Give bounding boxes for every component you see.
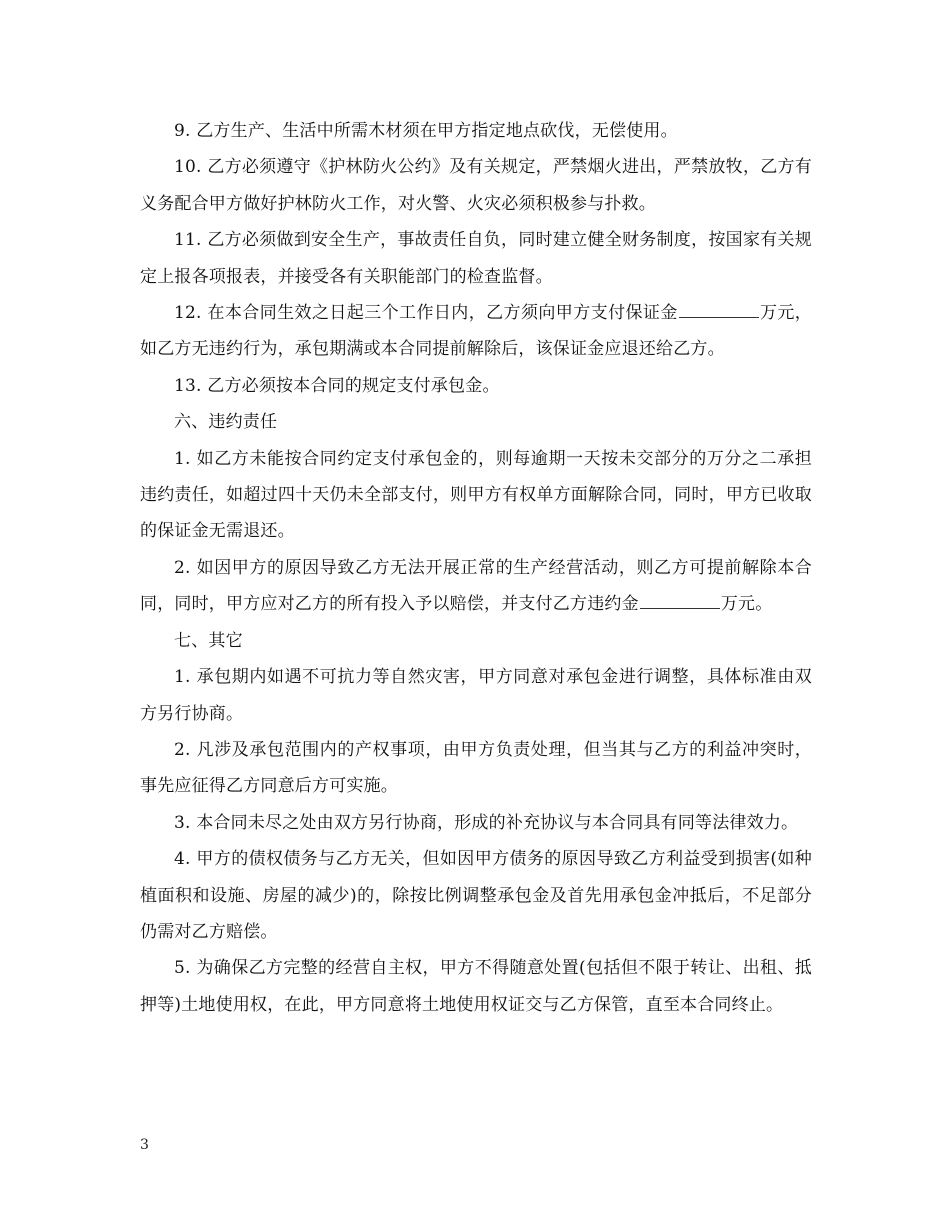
clause-12 bbox=[140, 295, 812, 368]
section-heading-other bbox=[140, 623, 812, 659]
clause-9 bbox=[140, 113, 812, 149]
clause-13 bbox=[140, 368, 812, 404]
clause-text: 10. 乙方必须遵守《护林防火公约》及有关规定，严禁烟火进出，严禁放牧，乙方有义务配合甲方做好护林防火工作，对火警、火灾必须积极参与扑救。 bbox=[140, 157, 812, 214]
breach-clause-2 bbox=[140, 550, 812, 623]
clause-11 bbox=[140, 222, 812, 295]
deposit-amount-blank[interactable] bbox=[679, 299, 759, 318]
clause-text: 5. 为确保乙方完整的经营自主权，甲方不得随意处置(包括但不限于转让、出租、抵押等)土地使用权，在此，甲方同意将土地使用权证交与乙方保管，直至本合同终止。 bbox=[140, 958, 812, 1015]
penalty-amount-blank[interactable] bbox=[640, 590, 720, 609]
other-clause-1 bbox=[140, 659, 812, 732]
section-heading-breach bbox=[140, 404, 812, 440]
clause-text: 3. 本合同未尽之处由双方另行协商，形成的补充协议与本合同具有同等法律效力。 bbox=[174, 812, 799, 833]
clause-text: 2. 凡涉及承包范围内的产权事项，由甲方负责处理，但当其与乙方的利益冲突时，事先应征得乙方同意后方可实施。 bbox=[140, 739, 812, 797]
clause-text: 2. 如因甲方的原因导致乙方无法开展正常的生产经营活动，则乙方可提前解除本合同，同时，甲方应对乙方的所有投入予以赔偿，并支付乙方违约金 bbox=[140, 557, 812, 615]
other-clause-2 bbox=[140, 732, 812, 805]
clause-text: 13. 乙方必须按本合同的规定支付承包金。 bbox=[174, 375, 500, 396]
other-clause-3 bbox=[140, 805, 812, 841]
clause-text: 12. 在本合同生效之日起三个工作日内，乙方须向甲方支付保证金 bbox=[174, 303, 678, 324]
breach-clause-1 bbox=[140, 441, 812, 550]
clause-text: 4. 甲方的债权债务与乙方无关，但如因甲方债务的原因导致乙方利益受到损害(如种植面积和设施、房屋的减少)的，除按比例调整承包金及首先用承包金冲抵后，不足部分仍需对乙方赔偿。 bbox=[140, 849, 812, 942]
section-title: 七、其它 bbox=[174, 630, 243, 651]
page-number: 3 bbox=[140, 1137, 149, 1153]
clause-text: 1. 承包期内如遇不可抗力等自然灾害，甲方同意对承包金进行调整，具体标准由双方另行协商。 bbox=[140, 667, 812, 724]
clause-text: 1. 如乙方未能按合同约定支付承包金的，则每逾期一天按未交部分的万分之二承担违约责任，如超过四十天仍未全部支付，则甲方有权单方面解除合同，同时，甲方已收取的保证金无需退还。 bbox=[140, 448, 812, 542]
clause-text: 11. 乙方必须做到安全生产，事故责任自负，同时建立健全财务制度，按国家有关规定上报各项报表，并接受各有关职能部门的检查监督。 bbox=[140, 230, 812, 287]
clause-text-continued: 万元。 bbox=[720, 594, 773, 615]
clause-text: 9. 乙方生产、生活中所需木材须在甲方指定地点砍伐，无偿使用。 bbox=[174, 121, 678, 141]
clause-10 bbox=[140, 149, 812, 222]
section-title: 六、违约责任 bbox=[174, 412, 278, 433]
document-body bbox=[140, 113, 812, 1023]
other-clause-4 bbox=[140, 841, 812, 950]
other-clause-5 bbox=[140, 950, 812, 1023]
clause-text-continued: 万元，如乙方无违约行为，承包期满或本合同提前解除后，该保证金应退还给乙方。 bbox=[140, 303, 813, 360]
